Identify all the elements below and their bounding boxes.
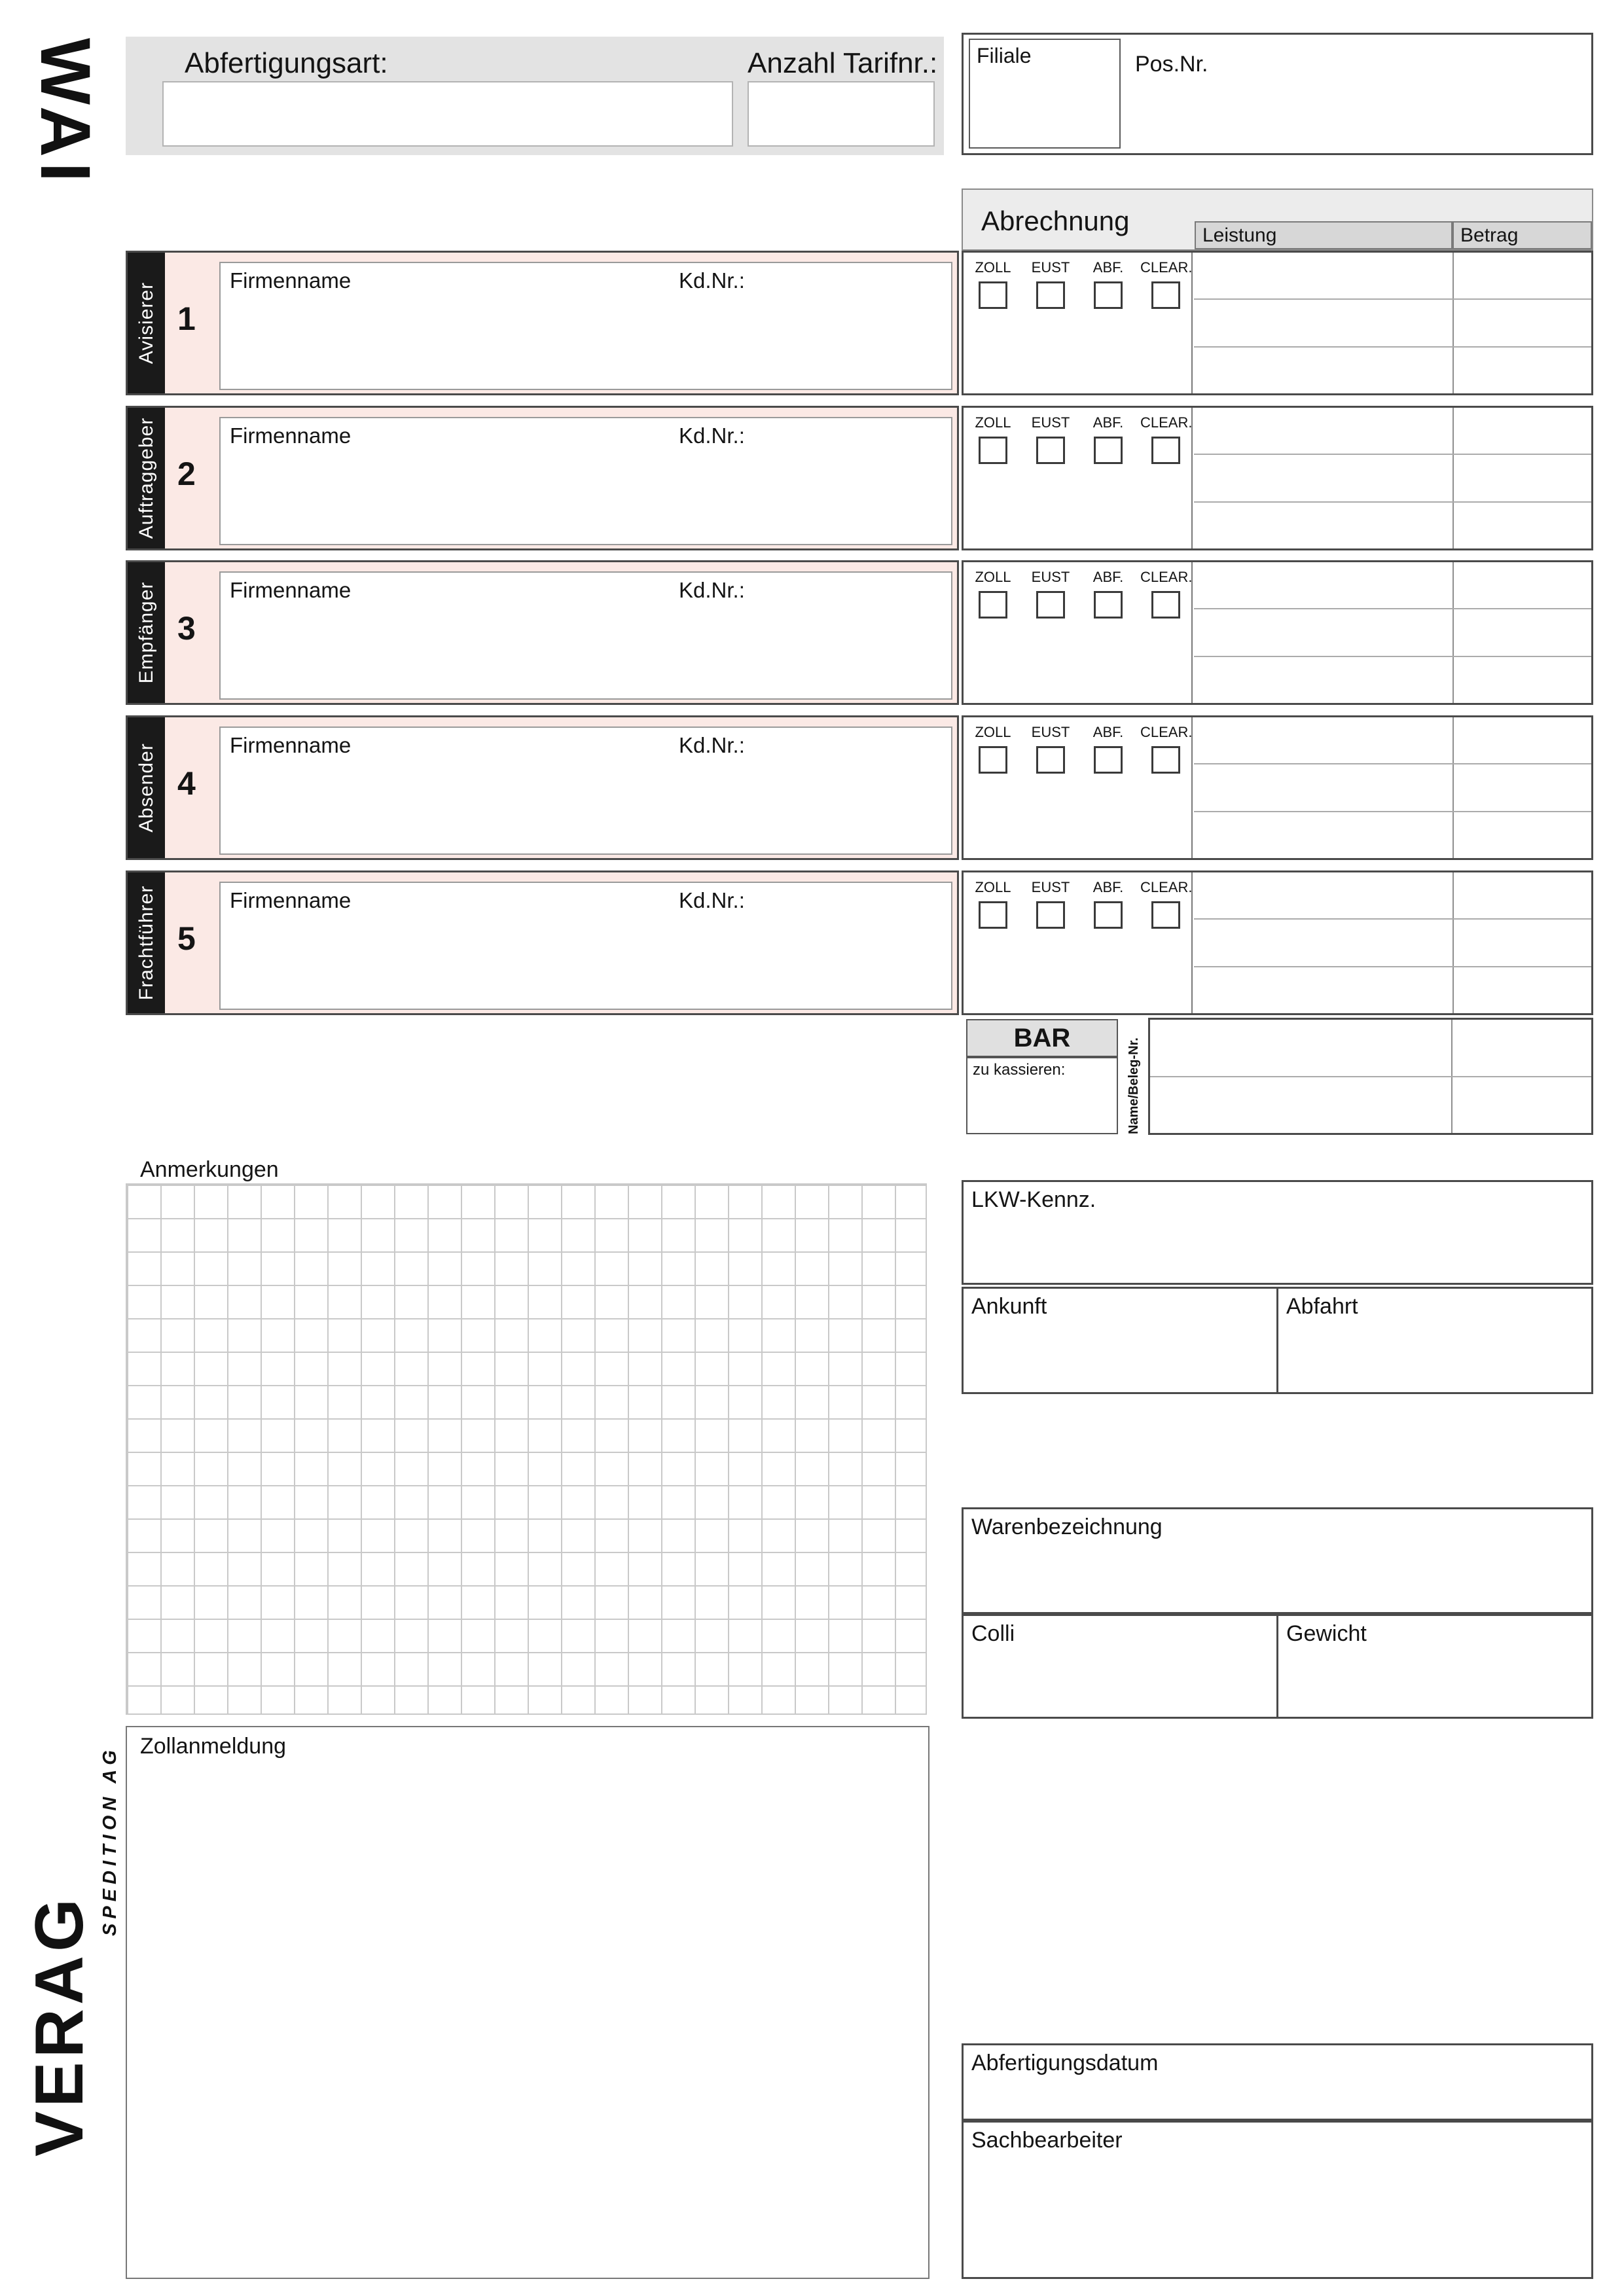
clear-checkbox[interactable] (1151, 591, 1180, 619)
betrag-cell[interactable] (1454, 609, 1591, 655)
firmenname-field[interactable] (219, 882, 952, 1010)
lkw-kennz-field[interactable] (962, 1180, 1593, 1285)
party-number: 1 (177, 300, 196, 337)
betrag-cell[interactable] (1454, 657, 1591, 703)
role-label: Empfänger (135, 581, 157, 684)
party-billing (962, 715, 1593, 860)
zoll-label: ZOLL (975, 879, 1011, 895)
checkbox-cell (964, 872, 1193, 1013)
checkbox-cell (964, 253, 1193, 393)
party-number: 3 (177, 610, 196, 647)
role-label: Absender (135, 743, 157, 833)
clear-checkbox[interactable] (1151, 437, 1180, 464)
abfahrt-label: Abfahrt (1286, 1294, 1358, 1319)
firmenname-field[interactable] (219, 726, 952, 855)
betrag-cell[interactable] (1454, 348, 1591, 393)
ankunft-abfahrt-row (962, 1287, 1593, 1394)
zoll-label: ZOLL (975, 414, 1011, 431)
party-left (126, 870, 959, 1015)
abfahrt-field[interactable] (1278, 1289, 1591, 1392)
party-billing (962, 870, 1593, 1015)
firmenname-label: Firmenname (230, 888, 352, 912)
role-strip (128, 872, 165, 1013)
anmerkungen-label: Anmerkungen (140, 1157, 279, 1182)
leistung-cell[interactable] (1194, 872, 1454, 918)
eust-label: EUST (1031, 569, 1070, 585)
betrag-cell[interactable] (1454, 764, 1591, 810)
eust-label: EUST (1031, 724, 1070, 740)
firmenname-label: Firmenname (230, 268, 352, 293)
zollanmeldung-label: Zollanmeldung (140, 1734, 287, 1759)
name-beleg-label: Name/Beleg-Nr. (1127, 1037, 1141, 1134)
party-left (126, 715, 959, 860)
role-strip (128, 562, 165, 703)
leistung-cell[interactable] (1194, 764, 1454, 810)
role-strip (128, 253, 165, 393)
spedition-ag-logo: SPEDITION AG (99, 1746, 120, 1936)
eust-label: EUST (1031, 879, 1070, 895)
zu-kassieren-field[interactable] (966, 1057, 1118, 1134)
party-number: 4 (177, 765, 196, 802)
party-number: 2 (177, 456, 196, 492)
betrag-cell[interactable] (1454, 967, 1591, 1013)
betrag-cell[interactable] (1453, 1020, 1591, 1076)
abf-checkbox[interactable] (1094, 591, 1123, 619)
eust-checkbox[interactable] (1036, 746, 1065, 774)
clear-label: CLEAR. (1140, 724, 1193, 740)
firmenname-field[interactable] (219, 262, 952, 390)
betrag-cell[interactable] (1454, 717, 1591, 763)
abrechnung-title: Abrechnung (981, 206, 1130, 236)
leistung-cell[interactable] (1150, 1020, 1453, 1076)
leistung-cell[interactable] (1194, 562, 1454, 608)
billing-rows (1194, 562, 1591, 703)
zu-kassieren-label: zu kassieren: (973, 1061, 1066, 1079)
party-block-frachtfuehrer (126, 870, 1593, 1015)
party-number: 5 (177, 920, 196, 957)
abf-checkbox[interactable] (1094, 901, 1123, 929)
party-block-auftraggeber (126, 406, 1593, 550)
party-left (126, 406, 959, 550)
abrechnung-header (962, 188, 1593, 251)
checkbox-cell (964, 717, 1193, 858)
sachbearbeiter-field[interactable] (962, 2121, 1593, 2279)
bar-section (962, 1018, 1593, 1136)
leistung-cell[interactable] (1194, 920, 1454, 965)
betrag-column-header: Betrag (1453, 221, 1592, 249)
anzahl-tarifnr-label: Anzahl Tarifnr.: (748, 47, 938, 79)
billing-rows (1194, 872, 1591, 1013)
eust-checkbox[interactable] (1036, 281, 1065, 309)
clear-checkbox[interactable] (1151, 281, 1180, 309)
gewicht-field[interactable] (1278, 1616, 1591, 1717)
ankunft-label: Ankunft (971, 1294, 1047, 1319)
betrag-cell[interactable] (1454, 920, 1591, 965)
abfertigungsdatum-field[interactable] (962, 2043, 1593, 2121)
wai-logo: WAI (26, 38, 105, 187)
leistung-cell[interactable] (1194, 408, 1454, 454)
role-strip (128, 717, 165, 858)
betrag-cell[interactable] (1454, 503, 1591, 548)
clear-checkbox[interactable] (1151, 746, 1180, 774)
lkw-kennz-label: LKW-Kennz. (971, 1187, 1096, 1212)
kdnr-label: Kd.Nr.: (679, 268, 745, 293)
checkbox-cell (964, 562, 1193, 703)
eust-label: EUST (1031, 414, 1070, 431)
billing-rows (1194, 717, 1591, 858)
verag-logo: VERAG (22, 1895, 98, 2157)
party-block-empfaenger (126, 560, 1593, 705)
leistung-cell[interactable] (1194, 455, 1454, 501)
kdnr-label: Kd.Nr.: (679, 733, 745, 757)
betrag-cell[interactable] (1454, 253, 1591, 298)
eust-checkbox[interactable] (1036, 591, 1065, 619)
zoll-label: ZOLL (975, 724, 1011, 740)
zollanmeldung-field[interactable] (126, 1726, 929, 2279)
party-billing (962, 406, 1593, 550)
abf-checkbox[interactable] (1094, 437, 1123, 464)
abf-label: ABF. (1092, 569, 1124, 585)
clear-label: CLEAR. (1140, 414, 1193, 431)
betrag-cell[interactable] (1454, 872, 1591, 918)
zoll-checkbox[interactable] (979, 746, 1007, 774)
leistung-cell[interactable] (1194, 503, 1454, 548)
leistung-cell[interactable] (1194, 300, 1454, 346)
leistung-cell[interactable] (1194, 348, 1454, 393)
abfertigung-header (126, 37, 944, 155)
eust-checkbox[interactable] (1036, 901, 1065, 929)
party-billing (962, 560, 1593, 705)
abf-label: ABF. (1092, 879, 1124, 895)
warenbezeichnung-label: Warenbezeichnung (971, 1515, 1163, 1539)
zoll-label: ZOLL (975, 569, 1011, 585)
party-left (126, 560, 959, 705)
betrag-cell[interactable] (1454, 408, 1591, 454)
anzahl-tarifnr-field[interactable] (748, 81, 935, 147)
betrag-cell[interactable] (1454, 300, 1591, 346)
betrag-cell[interactable] (1453, 1077, 1591, 1134)
role-label: Avisierer (135, 281, 157, 365)
gewicht-label: Gewicht (1286, 1621, 1367, 1646)
role-strip (128, 408, 165, 548)
betrag-cell[interactable] (1454, 562, 1591, 608)
leistung-cell[interactable] (1194, 812, 1454, 858)
betrag-cell[interactable] (1454, 455, 1591, 501)
filiale-field[interactable] (969, 39, 1121, 149)
party-block-absender (126, 715, 1593, 860)
clear-label: CLEAR. (1140, 879, 1193, 895)
abfertigungsart-field[interactable] (162, 81, 733, 147)
eust-label: EUST (1031, 259, 1070, 276)
abf-label: ABF. (1092, 259, 1124, 276)
abf-label: ABF. (1092, 414, 1124, 431)
firmenname-label: Firmenname (230, 423, 352, 448)
filiale-label: Filiale (977, 44, 1032, 67)
party-billing (962, 251, 1593, 395)
leistung-cell[interactable] (1150, 1077, 1453, 1134)
clear-label: CLEAR. (1140, 259, 1193, 276)
zoll-checkbox[interactable] (979, 437, 1007, 464)
role-label: Frachtführer (135, 885, 157, 1001)
clear-label: CLEAR. (1140, 569, 1193, 585)
abf-checkbox[interactable] (1094, 746, 1123, 774)
firmenname-label: Firmenname (230, 578, 352, 602)
kdnr-label: Kd.Nr.: (679, 423, 745, 448)
role-label: Auftraggeber (135, 417, 157, 539)
bar-billing-rows (1148, 1018, 1593, 1135)
zoll-checkbox[interactable] (979, 281, 1007, 309)
abf-label: ABF. (1092, 724, 1124, 740)
firmenname-field[interactable] (219, 571, 952, 700)
firmenname-label: Firmenname (230, 733, 352, 757)
colli-gewicht-row (962, 1614, 1593, 1719)
billing-rows (1194, 253, 1591, 393)
anmerkungen-grid-field[interactable] (126, 1183, 927, 1715)
colli-label: Colli (971, 1621, 1015, 1646)
party-left (126, 251, 959, 395)
abfertigungsdatum-label: Abfertigungsdatum (971, 2051, 1159, 2075)
kdnr-label: Kd.Nr.: (679, 578, 745, 602)
checkbox-cell (964, 408, 1193, 548)
posnr-label: Pos.Nr. (1135, 52, 1208, 77)
billing-rows (1194, 408, 1591, 548)
firmenname-field[interactable] (219, 417, 952, 545)
zoll-checkbox[interactable] (979, 901, 1007, 929)
abf-checkbox[interactable] (1094, 281, 1123, 309)
bar-title: BAR (966, 1019, 1118, 1057)
leistung-cell[interactable] (1194, 657, 1454, 703)
leistung-cell[interactable] (1194, 717, 1454, 763)
colli-field[interactable] (964, 1616, 1278, 1717)
ankunft-field[interactable] (964, 1289, 1278, 1392)
leistung-cell[interactable] (1194, 967, 1454, 1013)
zoll-label: ZOLL (975, 259, 1011, 276)
betrag-cell[interactable] (1454, 812, 1591, 858)
party-block-avisierer (126, 251, 1593, 395)
warenbezeichnung-field[interactable] (962, 1507, 1593, 1614)
leistung-cell[interactable] (1194, 609, 1454, 655)
filiale-posnr-box (962, 33, 1593, 155)
abfertigungsart-label: Abfertigungsart: (185, 47, 388, 79)
zoll-checkbox[interactable] (979, 591, 1007, 619)
leistung-cell[interactable] (1194, 253, 1454, 298)
kdnr-label: Kd.Nr.: (679, 888, 745, 912)
sachbearbeiter-label: Sachbearbeiter (971, 2128, 1123, 2153)
eust-checkbox[interactable] (1036, 437, 1065, 464)
clear-checkbox[interactable] (1151, 901, 1180, 929)
leistung-column-header: Leistung (1195, 221, 1453, 249)
